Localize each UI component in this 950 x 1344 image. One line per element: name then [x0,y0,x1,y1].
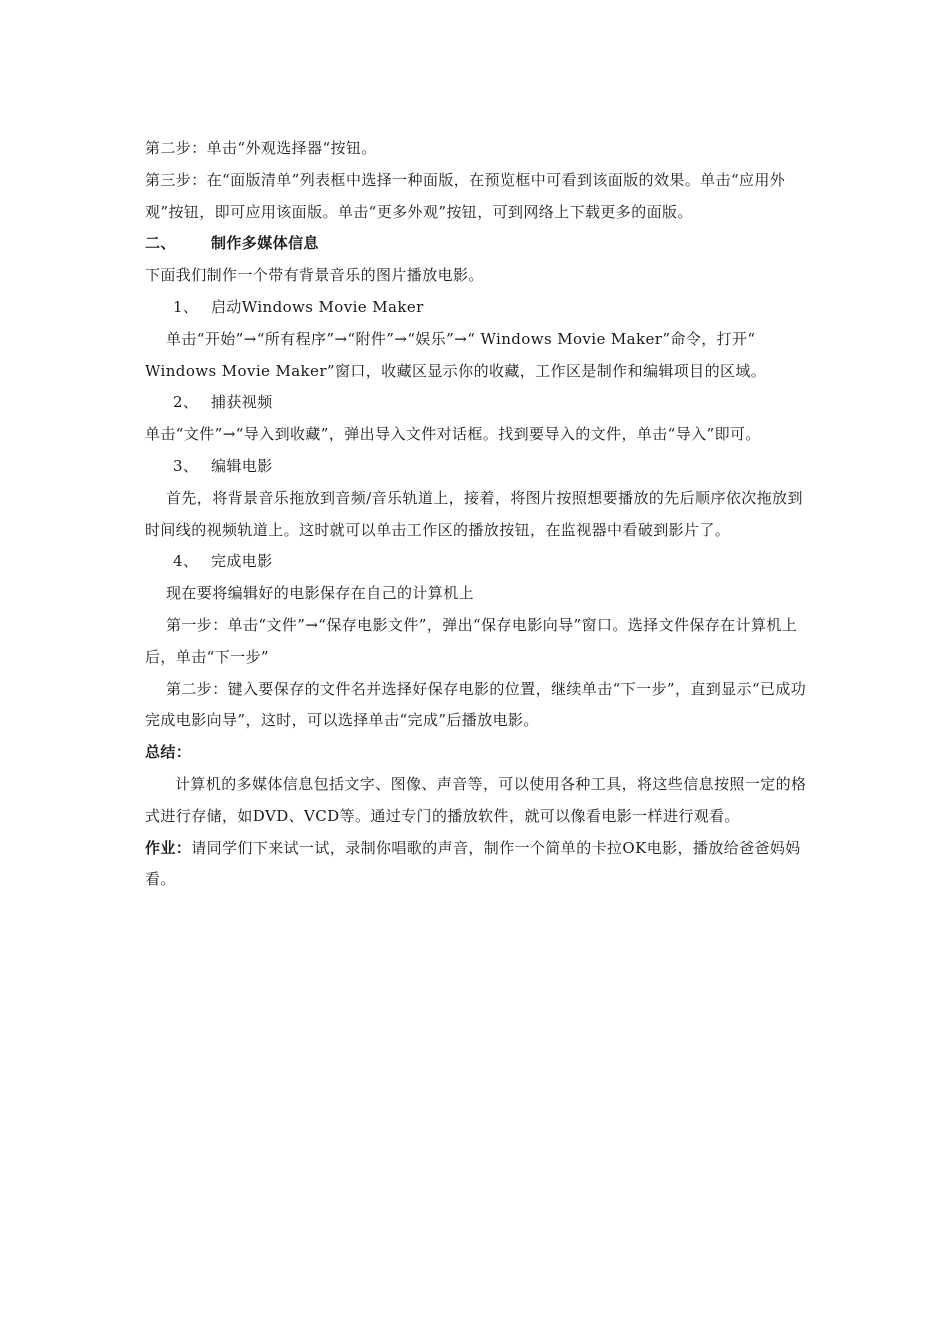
step-text-1: 单击“开始”→“所有程序”→“附件”→“娱乐”→“ Windows Movie Maker”命令，打开“ Windows Movie Maker”窗口，收藏区显示你的收藏，工作区是制作和编辑项目的区域。 [145,329,767,380]
step-text-2: 单击“文件”→“导入到收藏”，弹出导入文件对话框。找到要导入的文件，单击“导入”即可。 [145,425,761,444]
paragraph-step3-skin: 第三步：在“面版清单”列表框中选择一种面版，在预览框中可看到该面版的效果。单击“应用外观”按钮，即可应用该面版。单击“更多外观”按钮，可到网络上下载更多的面版。 [145,170,786,221]
step-number-2: 2、 [173,393,199,412]
section-title: 制作多媒体信息 [211,234,319,253]
summary-heading: 总结： [145,743,192,762]
section-heading [145,228,813,260]
homework-paragraph [145,833,813,897]
summary-paragraph: 计算机的多媒体信息包括文字、图像、声音等，可以使用各种工具，将这些信息按照一定的格式进行存储，如DVD、VCD等。通过专门的播放软件，就可以像看电影一样进行观看。 [145,774,807,825]
step-number-1: 1、 [173,297,199,316]
step-label-1: 启动Windows Movie Maker [211,297,424,316]
step-number-3: 3、 [173,456,199,475]
intro-paragraph: 下面我们制作一个带有背景音乐的图片播放电影。 [145,266,484,285]
homework-text: 请同学们下来试一试，录制你唱歌的声音，制作一个简单的卡拉OK电影，播放给爸爸妈妈看。 [145,838,801,889]
step-label-4: 完成电影 [211,552,273,571]
step-label-2: 捕获视频 [211,393,273,412]
step-text-4-second: 第二步：键入要保存的文件名并选择好保存电影的位置，继续单击“下一步”，直到显示“已成功完成电影向导”，这时，可以选择单击“完成”后播放电影。 [145,679,807,730]
homework-label: 作业： [145,838,192,857]
step-heading-3 [145,451,813,483]
step-heading-4 [145,546,813,578]
document-body [145,133,813,896]
step-text-3: 首先，将背景音乐拖放到音频/音乐轨道上，接着，将图片按照想要播放的先后顺序依次拖放到时间线的视频轨道上。这时就可以单击工作区的播放按钮，在监视器中看破到影片了。 [145,488,803,539]
paragraph-step2-skin: 第二步：单击“外观选择器“按钮。 [145,139,377,157]
step-heading-1 [145,292,813,324]
step-heading-2 [145,387,813,419]
step-text-4-intro: 现在要将编辑好的电影保存在自己的计算机上 [166,584,475,603]
step-label-3: 编辑电影 [211,456,273,475]
step-text-4-first: 第一步：单击“文件”→“保存电影文件”，弹出“保存电影向导”窗口。选择文件保存在计算机上后，单击“下一步” [145,615,798,666]
section-number: 二、 [145,234,176,253]
step-number-4: 4、 [173,552,199,571]
